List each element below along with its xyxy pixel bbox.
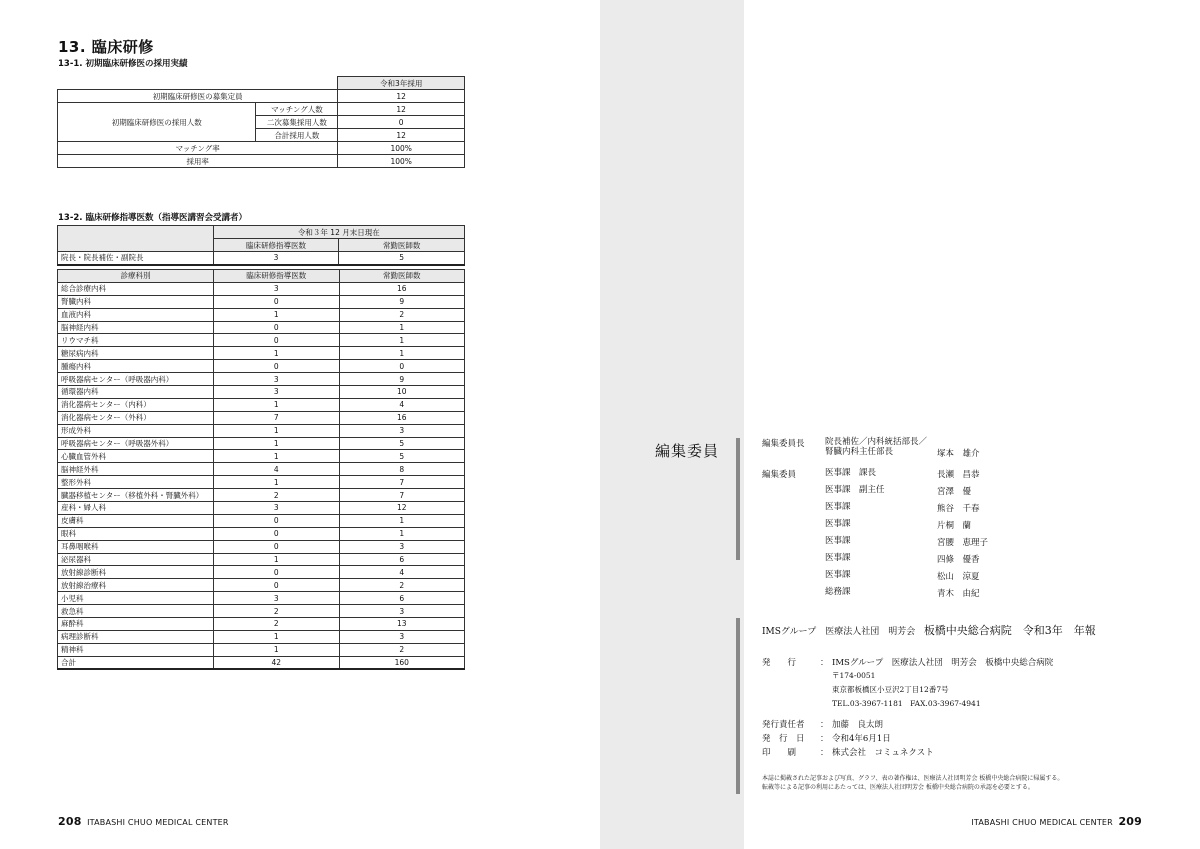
fulltime-count: 3 [339, 424, 464, 437]
table-row [58, 334, 465, 347]
department-name: 形成外科 [58, 424, 214, 437]
instructor-count: 0 [213, 334, 339, 347]
row-label: 合計採用人数 [256, 129, 338, 142]
table-row [58, 540, 465, 553]
department-name: 呼吸器病センター（呼吸器外科） [58, 437, 214, 450]
department-name: 脳神経外科 [58, 463, 214, 476]
col-header-fulltime: 常勤医師数 [339, 270, 464, 283]
decorative-bar [736, 618, 740, 794]
fulltime-count: 0 [339, 360, 464, 373]
instructor-count: 7 [213, 411, 339, 424]
instructor-count: 0 [213, 360, 339, 373]
row-label-directors: 院長・院長補佐・副院長 [58, 252, 214, 265]
member-name: 長瀬 昌恭 [937, 470, 980, 480]
col-header-year: 令和3年採用 [338, 77, 465, 90]
department-name: 腫瘍内科 [58, 360, 214, 373]
fulltime-count: 7 [339, 489, 464, 502]
instructor-count: 0 [213, 514, 339, 527]
instructor-count: 0 [213, 566, 339, 579]
department-name: 血液内科 [58, 308, 214, 321]
instructor-count: 1 [213, 437, 339, 450]
fulltime-count: 4 [339, 398, 464, 411]
col-header-department: 診療科別 [58, 270, 214, 283]
colon: ： [820, 734, 829, 744]
instructor-count: 1 [213, 643, 339, 656]
department-name: 総合診療内科 [58, 282, 214, 295]
instructor-count: 0 [213, 579, 339, 592]
table-row [58, 398, 465, 411]
department-name: 皮膚科 [58, 514, 214, 527]
table-row [58, 527, 465, 540]
department-name: 産科・婦人科 [58, 502, 214, 515]
instructor-count: 2 [213, 605, 339, 618]
residency-recruitment-table [57, 76, 465, 168]
fulltime-count: 2 [339, 579, 464, 592]
member-name: 塚本 雄介 [937, 449, 980, 459]
copyright-notice [762, 774, 1063, 792]
department-name: 呼吸器病センター（呼吸器内科） [58, 373, 214, 386]
member-department-line: 医事課 [825, 519, 851, 529]
department-name: 消化器病センター（内科） [58, 398, 214, 411]
fulltime-count: 6 [339, 553, 464, 566]
instructor-count: 1 [213, 347, 339, 360]
fulltime-count: 3 [339, 540, 464, 553]
publication-title-prefix: IMSグループ 医療法人社団 明芳会 [762, 627, 916, 637]
member-department-line: 腎臓内科主任部長 [825, 447, 894, 457]
instructor-count: 2 [213, 618, 339, 631]
blank-cell [58, 77, 338, 90]
row-label-matching-rate: マッチング率 [58, 142, 338, 155]
fulltime-count: 4 [339, 566, 464, 579]
instructor-count: 1 [213, 450, 339, 463]
department-instructor-table [57, 269, 465, 670]
department-name: リウマチ科 [58, 334, 214, 347]
department-name: 臓器移植センター（移植外科・腎臓外科） [58, 489, 214, 502]
member-department-line: 医事課 副主任 [825, 485, 885, 495]
table-row [58, 282, 465, 295]
phone-fax: TEL.03-3967-1181 FAX.03-3967-4941 [832, 699, 981, 708]
cell-value: 3 [213, 252, 339, 265]
fulltime-count: 5 [339, 450, 464, 463]
row-label: マッチング人数 [256, 103, 338, 116]
table-row [58, 347, 465, 360]
fulltime-count: 7 [339, 476, 464, 489]
member-name: 片桐 蘭 [937, 521, 972, 531]
member-name: 四條 優香 [937, 555, 980, 565]
member-department-line: 総務課 [825, 587, 851, 597]
fulltime-count: 2 [339, 308, 464, 321]
member-department [825, 536, 851, 546]
publisher-value: IMSグループ 医療法人社団 明芳会 板橋中央総合病院 [832, 658, 1054, 668]
table-row [58, 489, 465, 502]
cell-value: 12 [338, 90, 465, 103]
row-label: 二次募集採用人数 [256, 116, 338, 129]
fulltime-count: 8 [339, 463, 464, 476]
table-row [58, 579, 465, 592]
blank-header-cell [58, 226, 214, 252]
fulltime-count: 6 [339, 592, 464, 605]
section-title: 13. 臨床研修 [58, 38, 154, 56]
address: 東京都板橋区小豆沢2丁目12番7号 [832, 685, 949, 694]
department-name: 小児科 [58, 592, 214, 605]
fulltime-count: 16 [339, 282, 464, 295]
table-row [58, 643, 465, 656]
col-header-instructors: 臨床研修指導医数 [213, 270, 339, 283]
member-name: 宮澤 優 [937, 487, 972, 497]
table-row [58, 553, 465, 566]
directors-instructor-table [57, 225, 465, 266]
instructor-count: 1 [213, 308, 339, 321]
department-name: 消化器病センター（外科） [58, 411, 214, 424]
member-name: 熊谷 千春 [937, 504, 980, 514]
department-name: 心臓血管外科 [58, 450, 214, 463]
table-row [58, 424, 465, 437]
member-department-line: 医事課 [825, 570, 851, 580]
row-label-recruitment: 初期臨床研修医の募集定員 [58, 90, 338, 103]
instructor-count: 42 [213, 656, 339, 669]
member-department [825, 553, 851, 563]
fulltime-count: 1 [339, 334, 464, 347]
member-department-line: 医事課 [825, 553, 851, 563]
department-name: 脳神経内科 [58, 321, 214, 334]
fulltime-count: 9 [339, 373, 464, 386]
cell-value: 0 [338, 116, 465, 129]
instructor-count: 0 [213, 527, 339, 540]
table-row [58, 630, 465, 643]
department-name: 精神科 [58, 643, 214, 656]
table-row [58, 360, 465, 373]
period-header: 令和３年 12 月末日現在 [213, 226, 464, 239]
col-header-instructors: 臨床研修指導医数 [213, 239, 339, 252]
table-row [58, 437, 465, 450]
instructor-count: 1 [213, 424, 339, 437]
member-department [825, 485, 885, 495]
table-row [58, 295, 465, 308]
instructor-count: 1 [213, 398, 339, 411]
fulltime-count: 12 [339, 502, 464, 515]
responsible-value: 加藤 良太朗 [832, 720, 884, 730]
row-label-adoption-group: 初期臨床研修医の採用人数 [58, 103, 256, 142]
cell-value: 12 [338, 103, 465, 116]
department-name: 救急科 [58, 605, 214, 618]
department-name: 腎臓内科 [58, 295, 214, 308]
instructor-count: 1 [213, 476, 339, 489]
table-row [58, 308, 465, 321]
date-label: 発 行 日 [762, 734, 805, 744]
cell-value: 5 [339, 252, 465, 265]
fulltime-count: 160 [339, 656, 464, 669]
fulltime-count: 1 [339, 514, 464, 527]
fulltime-count: 1 [339, 321, 464, 334]
postal-code: 〒174-0051 [832, 671, 876, 680]
table-row [58, 386, 465, 399]
fulltime-count: 1 [339, 527, 464, 540]
table-row [58, 321, 465, 334]
member-department [825, 570, 851, 580]
notice-line: 転載等による記事の利用にあたっては、医療法人社団明芳会 板橋中央総合病院の承認を必要とする。 [762, 784, 1034, 791]
member-department-line: 院長補佐／内科統括部長／ [825, 437, 928, 447]
instructor-count: 3 [213, 373, 339, 386]
footer-hospital-name: ITABASHI CHUO MEDICAL CENTER [971, 818, 1113, 827]
colon: ： [820, 658, 829, 668]
fulltime-count: 3 [339, 630, 464, 643]
member-department-line: 医事課 [825, 536, 851, 546]
fulltime-count: 1 [339, 347, 464, 360]
instructor-count: 1 [213, 630, 339, 643]
subsection-title-13-2: 13-2. 臨床研修指導医数（指導医講習会受講者） [58, 213, 247, 223]
printer-value: 株式会社 コミュネクスト [832, 748, 934, 758]
table-row [58, 502, 465, 515]
member-department [825, 437, 927, 457]
member-role: 編集委員長 [762, 439, 805, 449]
cell-value: 100% [338, 142, 465, 155]
publication-title-main: 板橋中央総合病院 令和3年 年報 [923, 624, 1096, 637]
member-department [825, 587, 851, 597]
fulltime-count: 16 [339, 411, 464, 424]
department-name: 合計 [58, 656, 214, 669]
member-name: 宮腰 恵理子 [937, 538, 989, 548]
table-row [58, 566, 465, 579]
decorative-bar [736, 438, 740, 560]
table-row [58, 411, 465, 424]
department-name: 放射線診断科 [58, 566, 214, 579]
instructor-count: 3 [213, 386, 339, 399]
department-name: 麻酔科 [58, 618, 214, 631]
member-department [825, 468, 876, 478]
colon: ： [820, 720, 829, 730]
page-number-right: 209 [1118, 815, 1142, 828]
cell-value: 100% [338, 155, 465, 168]
department-name: 眼科 [58, 527, 214, 540]
fulltime-count: 2 [339, 643, 464, 656]
row-label-adoption-rate: 採用率 [58, 155, 338, 168]
footer-left [58, 815, 229, 828]
member-department [825, 502, 851, 512]
instructor-count: 1 [213, 553, 339, 566]
instructor-count: 2 [213, 489, 339, 502]
table-row [58, 463, 465, 476]
fulltime-count: 9 [339, 295, 464, 308]
member-department [825, 519, 851, 529]
member-department-line: 医事課 課長 [825, 468, 877, 478]
department-name: 泌尿器科 [58, 553, 214, 566]
colon: ： [820, 748, 829, 758]
fulltime-count: 3 [339, 605, 464, 618]
member-role: 編集委員 [762, 470, 797, 480]
publication-title [762, 622, 1096, 638]
department-name: 糖尿病内科 [58, 347, 214, 360]
instructor-count: 4 [213, 463, 339, 476]
instructor-count: 0 [213, 540, 339, 553]
instructor-count: 3 [213, 282, 339, 295]
responsible-label: 発行責任者 [762, 720, 805, 730]
table-row [58, 605, 465, 618]
editors-heading: 編集委員 [655, 442, 720, 460]
department-name: 放射線治療科 [58, 579, 214, 592]
cell-value: 12 [338, 129, 465, 142]
page-number-left: 208 [58, 815, 82, 828]
table-row [58, 514, 465, 527]
department-name: 耳鼻咽喉科 [58, 540, 214, 553]
table-row [58, 592, 465, 605]
col-header-fulltime: 常勤医師数 [339, 239, 465, 252]
printer-label: 印 刷 [762, 748, 797, 758]
date-value: 令和4年6月1日 [832, 734, 891, 744]
notice-line: 本誌に掲載された記事および写真、グラフ、表の著作権は、医療法人社団明芳会 板橋中央総合病院に帰属する。 [762, 775, 1064, 782]
instructor-count: 3 [213, 592, 339, 605]
fulltime-count: 5 [339, 437, 464, 450]
fulltime-count: 10 [339, 386, 464, 399]
footer-hospital-name: ITABASHI CHUO MEDICAL CENTER [87, 818, 229, 827]
instructor-count: 0 [213, 321, 339, 334]
table-row [58, 476, 465, 489]
table-row [58, 656, 465, 669]
table-row [58, 450, 465, 463]
member-name: 青木 由紀 [937, 589, 980, 599]
department-name: 病理診断科 [58, 630, 214, 643]
page-gutter [600, 0, 744, 849]
department-name: 循環器内科 [58, 386, 214, 399]
instructor-count: 3 [213, 502, 339, 515]
department-name: 整形外科 [58, 476, 214, 489]
publisher-label: 発 行 [762, 658, 797, 668]
fulltime-count: 13 [339, 618, 464, 631]
member-name: 松山 涼夏 [937, 572, 980, 582]
table-row [58, 373, 465, 386]
table-row [58, 618, 465, 631]
instructor-count: 0 [213, 295, 339, 308]
footer-right [971, 815, 1142, 828]
member-department-line: 医事課 [825, 502, 851, 512]
subsection-title-13-1: 13-1. 初期臨床研修医の採用実績 [58, 59, 188, 69]
